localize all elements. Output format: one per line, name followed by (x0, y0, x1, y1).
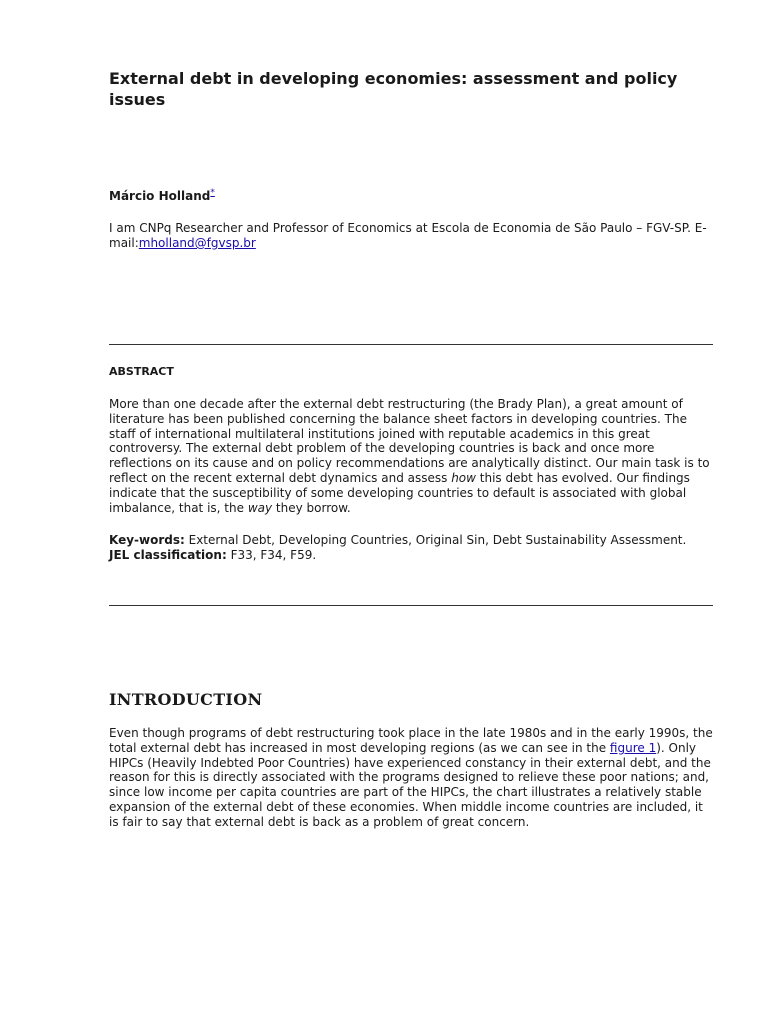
author-footnote-link[interactable]: * (210, 188, 215, 198)
author-name: Márcio Holland (109, 189, 211, 203)
author-affiliation (109, 221, 713, 251)
author-line (109, 188, 215, 203)
jel-label: JEL classification: (109, 547, 227, 562)
abstract-text-part3: they borrow. (272, 500, 351, 515)
email-link[interactable]: mholland@fgvsp.br (138, 236, 256, 250)
paper-title: External debt in developing economies: assessment and policy issues (109, 69, 678, 109)
keywords-value: External Debt, Developing Countries, Original Sin, Debt Sustainability Assessment. (184, 533, 687, 547)
abstract-heading: ABSTRACT (109, 365, 174, 378)
abstract-text-part2: this debt has evolved. Our findings indicate that the susceptibility of some developing countries to default is associated with global imbalance, that is, the (109, 470, 690, 515)
abstract-emphasis-how: how (451, 470, 476, 485)
divider-bottom (109, 605, 713, 606)
affiliation-text: I am CNPq Researcher and Professor of Economics at Escola de Economia de São Paulo – FGV-SP. E-mail: (109, 221, 707, 250)
abstract-text (109, 397, 713, 515)
introduction-heading: INTRODUCTION (109, 690, 263, 709)
introduction-text-part1: Even though programs of debt restructuring took place in the late 1980s and in the early 1990s, the total external debt has increased in most developing regions (as we can see in the (109, 726, 713, 755)
keywords-label: Key-words: (109, 533, 185, 547)
introduction-text-part2: ). Only HIPCs (Heavily Indebted Poor Countries) have experienced constancy in their external debt, and the reason for this is directly associated with the programs designed to relieve these poor nations; and, since low income per capita countries are part of the HIPCs, the chart illustrates a relatively stable expansion of the external debt of these economies. When middle income countries are included, it is fair to say that external debt is back as a problem of great concern. (109, 740, 711, 829)
keywords-block (109, 533, 713, 562)
divider-top (109, 344, 713, 345)
abstract-emphasis-way: way (247, 500, 273, 515)
jel-value: F33, F34, F59. (226, 547, 317, 562)
figure-1-link[interactable]: figure 1 (609, 740, 657, 755)
abstract-text-part1: More than one decade after the external debt restructuring (the Brady Plan), a great amount of literature has been published concerning the balance sheet factors in developing countries. The staff of international multilateral institutions joined with reputable academics in this great controversy. The external debt problem of the developing countries is back and once more reflections on its cause and on policy recommendations are analytically distinct. Our main task is to reflect on the recent external debt dynamics and assess (109, 397, 710, 485)
introduction-text (109, 726, 713, 830)
